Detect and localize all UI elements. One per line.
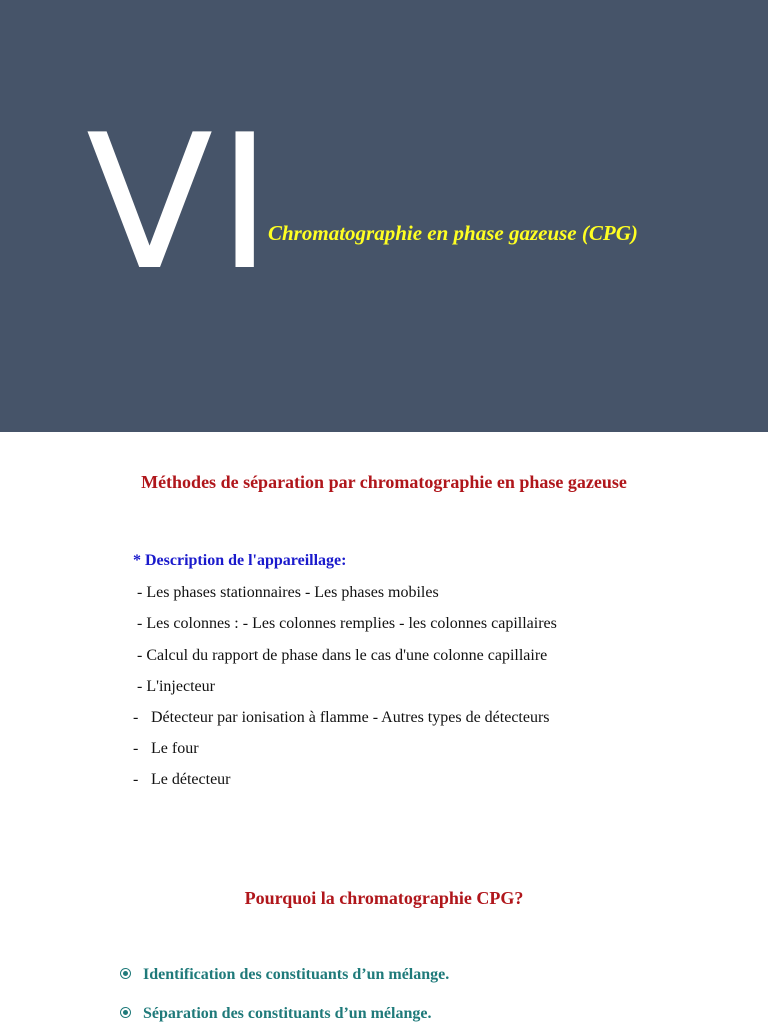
- list-item: [137, 615, 557, 633]
- list-item: [137, 647, 547, 665]
- list-dash: -: [137, 584, 143, 601]
- list-item-text: Détecteur par ionisation à flamme - Autres types de détecteurs: [151, 709, 550, 726]
- list-dash: -: [133, 771, 139, 788]
- list-item-text: L'injecteur: [142, 678, 215, 695]
- chapter-numeral: VI: [86, 94, 277, 311]
- section-heading-why: Pourquoi la chromatographie CPG?: [244, 888, 524, 908]
- list-item-text: Les phases stationnaires - Les phases mobiles: [142, 584, 439, 601]
- list-item-text: Les colonnes : - Les colonnes remplies - les colonnes capillaires: [142, 615, 557, 632]
- list-item-text: Le four: [151, 740, 199, 757]
- radio-bullet-icon: [120, 1007, 131, 1018]
- list-item-text: Calcul du rapport de phase dans le cas d'une colonne capillaire: [142, 647, 548, 664]
- list-dash: -: [133, 740, 139, 757]
- list-dash: -: [137, 678, 143, 695]
- chapter-banner: [0, 0, 768, 432]
- bullet-item: [120, 966, 449, 984]
- list-item: [137, 678, 215, 696]
- list-item: [133, 771, 231, 789]
- list-item: [133, 709, 550, 727]
- section-heading-methods: Méthodes de séparation par chromatographie en phase gazeuse: [141, 472, 627, 492]
- list-item-text: Le détecteur: [151, 771, 231, 788]
- list-dash: -: [137, 615, 143, 632]
- bullet-text: Séparation des constituants d’un mélange.: [143, 1005, 432, 1022]
- list-dash: -: [137, 647, 143, 664]
- list-item: [137, 584, 439, 602]
- subheading-apparatus: * Description de l'appareillage:: [133, 552, 347, 569]
- radio-bullet-icon: [120, 968, 131, 979]
- list-item: [133, 740, 199, 758]
- bullet-text: Identification des constituants d’un mélange.: [143, 966, 450, 983]
- list-dash: -: [133, 709, 139, 726]
- chapter-title: Chromatographie en phase gazeuse (CPG): [268, 221, 638, 245]
- bullet-item: [120, 1005, 431, 1023]
